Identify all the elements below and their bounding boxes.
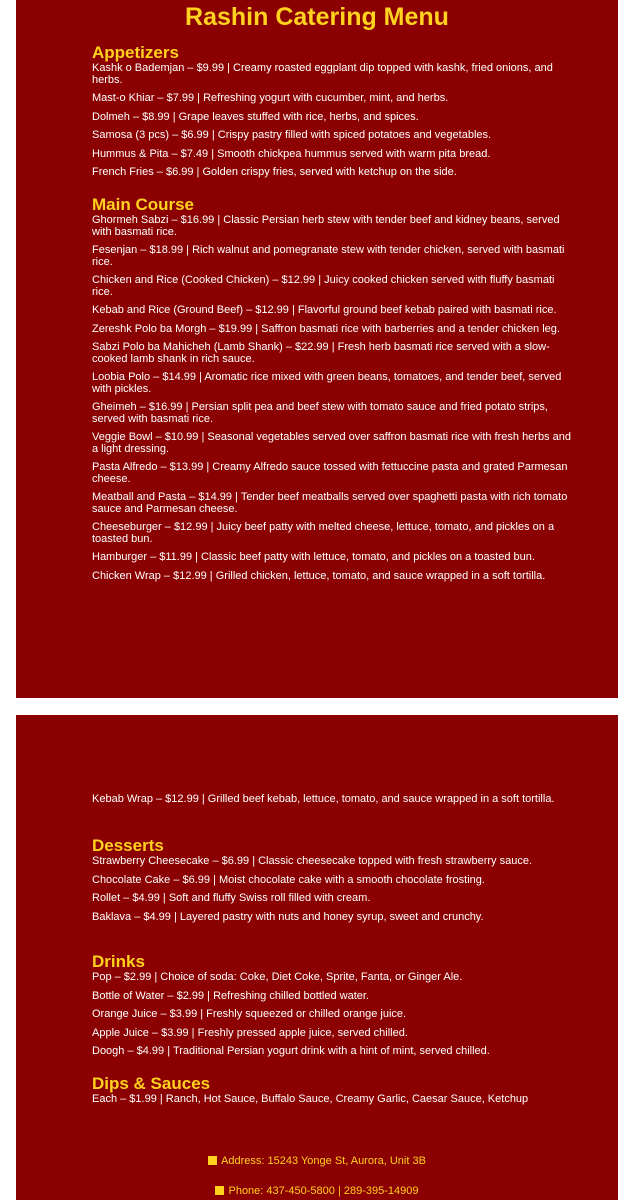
drinks-list bbox=[92, 972, 578, 1058]
menu-page-1 bbox=[16, 0, 618, 698]
menu-item: Rollet – $4.99 | Soft and fluffy Swiss roll filled with cream. bbox=[92, 892, 371, 904]
address-text: Address: 15243 Yonge St, Aurora, Unit 3B bbox=[221, 1155, 426, 1167]
menu-item: Baklava – $4.99 | Layered pastry with nuts and honey syrup, sweet and crunchy. bbox=[92, 910, 484, 923]
menu-item: Loobia Polo – $14.99 | Aromatic rice mixed with green beans, tomatoes, and tender beef, served with pickles. bbox=[92, 371, 562, 395]
menu-item: Meatball and Pasta – $14.99 | Tender beef meatballs served over spaghetti pasta with rich tomato sauce and Parmesan cheese. bbox=[92, 491, 568, 515]
menu-item: Sabzi Polo ba Mahicheh (Lamb Shank) – $22.99 | Fresh herb basmati rice served with a slow-cooked lamb shank in rich sauce. bbox=[92, 341, 550, 365]
menu-item: Strawberry Cheesecake – $6.99 | Classic cheesecake topped with fresh strawberry sauce. bbox=[92, 855, 533, 867]
menu-item: Kebab Wrap – $12.99 | Grilled beef kebab, lettuce, tomato, and sauce wrapped in a soft tortilla. bbox=[92, 793, 555, 805]
menu-item: Pasta Alfredo – $13.99 | Creamy Alfredo sauce tossed with fettuccine pasta and grated Parmesan cheese. bbox=[92, 461, 568, 485]
main-course-list bbox=[92, 215, 578, 582]
menu-item: Apple Juice – $3.99 | Freshly pressed apple juice, served chilled. bbox=[92, 1026, 408, 1039]
main-course-heading: Main Course bbox=[92, 195, 195, 214]
menu-item: Doogh – $4.99 | Traditional Persian yogurt drink with a hint of mint, served chilled. bbox=[92, 1045, 490, 1057]
menu-title: Rashin Catering Menu bbox=[185, 3, 449, 31]
drinks-section bbox=[92, 952, 578, 1058]
menu-item: Veggie Bowl – $10.99 | Seasonal vegetables served over saffron basmati rice with fresh herbs and a light dressing. bbox=[92, 431, 571, 455]
dips-list bbox=[92, 1094, 578, 1106]
appetizers-heading: Appetizers bbox=[92, 43, 179, 62]
main-course-continued bbox=[92, 794, 578, 806]
menu-item: Each – $1.99 | Ranch, Hot Sauce, Buffalo Sauce, Creamy Garlic, Caesar Sauce, Ketchup bbox=[92, 1093, 529, 1105]
main-course-continued-list bbox=[92, 794, 578, 806]
menu-item: Dolmeh – $8.99 | Grape leaves stuffed with rice, herbs, and spices. bbox=[92, 110, 419, 123]
footer-phone bbox=[16, 1185, 618, 1198]
menu-item: Bottle of Water – $2.99 | Refreshing chilled bottled water. bbox=[92, 989, 369, 1002]
menu-item: Chicken Wrap – $12.99 | Grilled chicken, lettuce, tomato, and sauce wrapped in a soft tortilla. bbox=[92, 569, 546, 582]
menu-item: Mast-o Khiar – $7.99 | Refreshing yogurt with cucumber, mint, and herbs. bbox=[92, 92, 449, 104]
menu-item: Fesenjan – $18.99 | Rich walnut and pomegranate stew with tender chicken, served with basmati rice. bbox=[92, 244, 565, 268]
drinks-heading: Drinks bbox=[92, 952, 145, 971]
menu-item: Zereshk Polo ba Morgh – $19.99 | Saffron basmati rice with barberries and a tender chicken leg. bbox=[92, 322, 560, 335]
menu-item: Cheeseburger – $12.99 | Juicy beef patty with melted cheese, lettuce, tomato, and pickles on a toasted bun. bbox=[92, 521, 555, 545]
menu-item: Samosa (3 pcs) – $6.99 | Crispy pastry filled with spiced potatoes and vegetables. bbox=[92, 129, 492, 141]
dips-section bbox=[92, 1074, 578, 1106]
menu-page-2 bbox=[16, 715, 618, 1200]
menu-item: Chicken and Rice (Cooked Chicken) – $12.99 | Juicy cooked chicken served with fluffy basmati rice. bbox=[92, 274, 555, 298]
appetizers-section bbox=[92, 43, 578, 179]
menu-item: Gheimeh – $16.99 | Persian split pea and beef stew with tomato sauce and fried potato strips, served with basmati rice. bbox=[92, 401, 548, 425]
desserts-list bbox=[92, 856, 578, 923]
menu-item: Pop – $2.99 | Choice of soda: Coke, Diet Coke, Sprite, Fanta, or Ginger Ale. bbox=[92, 971, 463, 983]
menu-item: French Fries – $6.99 | Golden crispy fries, served with ketchup on the side. bbox=[92, 166, 457, 178]
menu-item: Hummus & Pita – $7.49 | Smooth chickpea hummus served with warm pita bread. bbox=[92, 147, 491, 160]
menu-item: Kebab and Rice (Ground Beef) – $12.99 | Flavorful ground beef kebab paired with basmati rice. bbox=[92, 304, 557, 316]
desserts-section bbox=[92, 836, 578, 923]
dips-heading: Dips & Sauces bbox=[92, 1074, 211, 1093]
appetizers-list bbox=[92, 63, 578, 179]
menu-item: Kashk o Bademjan – $9.99 | Creamy roasted eggplant dip topped with kashk, fried onions, and herbs. bbox=[92, 62, 553, 86]
footer-address bbox=[16, 1155, 618, 1168]
phone-bullet-icon bbox=[215, 1186, 224, 1195]
menu-item: Chocolate Cake – $6.99 | Moist chocolate cake with a smooth chocolate frosting. bbox=[92, 873, 485, 886]
main-course-section bbox=[92, 195, 578, 582]
desserts-heading: Desserts bbox=[92, 836, 164, 855]
phone-text: Phone: 437-450-5800 | 289-395-14909 bbox=[228, 1185, 419, 1197]
address-bullet-icon bbox=[208, 1156, 217, 1165]
menu-item: Orange Juice – $3.99 | Freshly squeezed or chilled orange juice. bbox=[92, 1008, 407, 1020]
menu-item: Hamburger – $11.99 | Classic beef patty with lettuce, tomato, and pickles on a toasted bun. bbox=[92, 551, 535, 563]
menu-item: Ghormeh Sabzi – $16.99 | Classic Persian herb stew with tender beef and kidney beans, served with basmati rice. bbox=[92, 214, 560, 238]
